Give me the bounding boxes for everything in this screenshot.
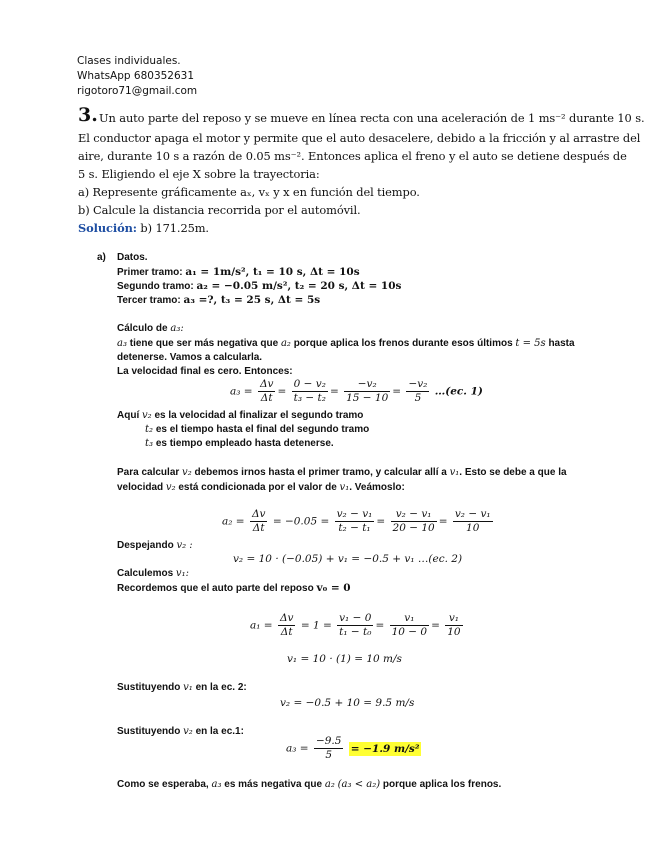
aqui-line-1: Aquí v₂ es la velocidad al finalizar el segundo tramo: [117, 410, 364, 421]
paragraph-a3-line1: a₃ tiene que ser más negativa que a₂ porque aplica los frenos durante esos últimos t = 5s hasta: [117, 338, 575, 349]
problem-line-4: 5 s. Eligiendo el eje X sobre la trayectoria:: [78, 167, 320, 181]
header-line-whatsapp: WhatsApp 680352631: [77, 70, 195, 82]
highlighted-result: = −1.9 m/s²: [350, 742, 420, 755]
tramo3-math: a₃ =?, t₃ = 25 s, Δt = 5s: [183, 294, 321, 306]
despejando-line: Despejando v₂ :: [117, 540, 193, 551]
aqui-line-2: t₂ es el tiempo hasta el final del segundo tramo: [145, 424, 370, 435]
sustituyendo-v2-line: Sustituyendo v₂ en la ec.1:: [117, 726, 244, 737]
para-v2-line1: Para calcular v₂ debemos irnos hasta el primer tramo, y calcular allí a v₁. Esto se debe a que la: [117, 467, 567, 478]
problem-line-2: El conductor apaga el motor y permite que el auto desacelere, debido a la fricción y al arrastre del: [78, 131, 641, 145]
recordemos-line: Recordemos que el auto parte del reposo v₀ = 0: [117, 582, 351, 594]
header-line-course: Clases individuales.: [77, 55, 181, 67]
tramo1-label: Primer tramo:: [117, 267, 183, 278]
equation-6: v₂ = −0.5 + 10 = 9.5 m/s: [280, 697, 415, 709]
velocidad-final-text: La velocidad final es cero. Entonces:: [117, 366, 293, 377]
equation-5: v₁ = 10 · (1) = 10 m/s: [287, 653, 402, 665]
problem-number: 3.: [78, 104, 98, 126]
problem-line-1: Un auto parte del reposo y se mueve en línea recta con una aceleración de 1 ms⁻² durante 10 s.: [99, 111, 645, 125]
problem-line-3: aire, durante 10 s a razón de 0.05 ms⁻². Entonces aplica el freno y el auto se detiene después de: [78, 149, 627, 163]
problem-line-6: b) Calcule la distancia recorrida por el automóvil.: [78, 203, 361, 217]
para-v2-line2: velocidad v₂ está condicionada por el valor de v₁. Veámoslo:: [117, 482, 405, 493]
equation-3: v₂ = 10 · (−0.05) + v₁ = −0.5 + v₁ …(ec. 2): [233, 553, 463, 565]
tramo2-label: Segundo tramo:: [117, 281, 194, 292]
solution-label: Solución:: [78, 221, 137, 235]
equation-1: a₃ = $\frac{\Delta v}{\Delta t}$ = $\frac{\text{0 − v₂}}{\text{t₃ − t₂}}$ = $\frac{\text{−v₂}}{15 - 10}$ = $\frac{\text{−v₂}}{5}$ …(ec. 1): [230, 378, 483, 404]
header-line-email: rigotoro71@gmail.com: [77, 85, 198, 97]
calc-a3-heading: Cálculo de a₃:: [117, 323, 184, 334]
paragraph-a3-line2: detenerse. Vamos a calcularla.: [117, 352, 263, 363]
item-label: a): [97, 252, 106, 263]
tramo3-label: Tercer tramo:: [117, 295, 181, 306]
tramo2-math: a₂ = −0.05 m/s², t₂ = 20 s, Δt = 10s: [196, 280, 402, 292]
tramo3-line: [117, 294, 320, 306]
problem-line-5: a) Represente gráficamente aₓ, vₓ y x en función del tiempo.: [78, 185, 420, 199]
equation-7: a₃ = $\frac{-9.5}{5}$ = −1.9 m/s²: [286, 735, 420, 761]
equation-4: a₁ = $\frac{\Delta v}{\Delta t}$ = 1 = $\frac{\text{v₁ − 0}}{\text{t₁ − t₀}}$ = $\frac{\text{v₁}}{10 - 0}$ = $\frac{\text{v₁}}{10}$: [250, 612, 461, 638]
aqui-line-3: t₃ es tiempo empleado hasta detenerse.: [145, 438, 334, 449]
tramo1-line: [117, 266, 360, 278]
datos-title: Datos.: [117, 252, 148, 263]
sustituyendo-v1-line: Sustituyendo v₁ en la ec. 2:: [117, 682, 247, 693]
tramo1-math: a₁ = 1m/s², t₁ = 10 s, Δt = 10s: [185, 266, 360, 278]
solution-line: [78, 221, 209, 235]
tramo2-line: [117, 280, 401, 292]
equation-2: a₂ = $\frac{\Delta v}{\Delta t}$ = −0.05 = $\frac{\text{v₂ − v₁}}{\text{t₂ − t₁}}$ = $\frac{\text{v₂ − v₁}}{20 - 10}$ = $\frac{\text{v₂ − v₁}}{10}$: [222, 508, 491, 534]
calculemos-line: Calculemos v₁:: [117, 568, 189, 579]
solution-answer: b) 171.25m.: [140, 221, 209, 235]
conclusion-line: Como se esperaba, a₃ es más negativa que a₂ (a₃ < a₂) porque aplica los frenos.: [117, 779, 502, 790]
